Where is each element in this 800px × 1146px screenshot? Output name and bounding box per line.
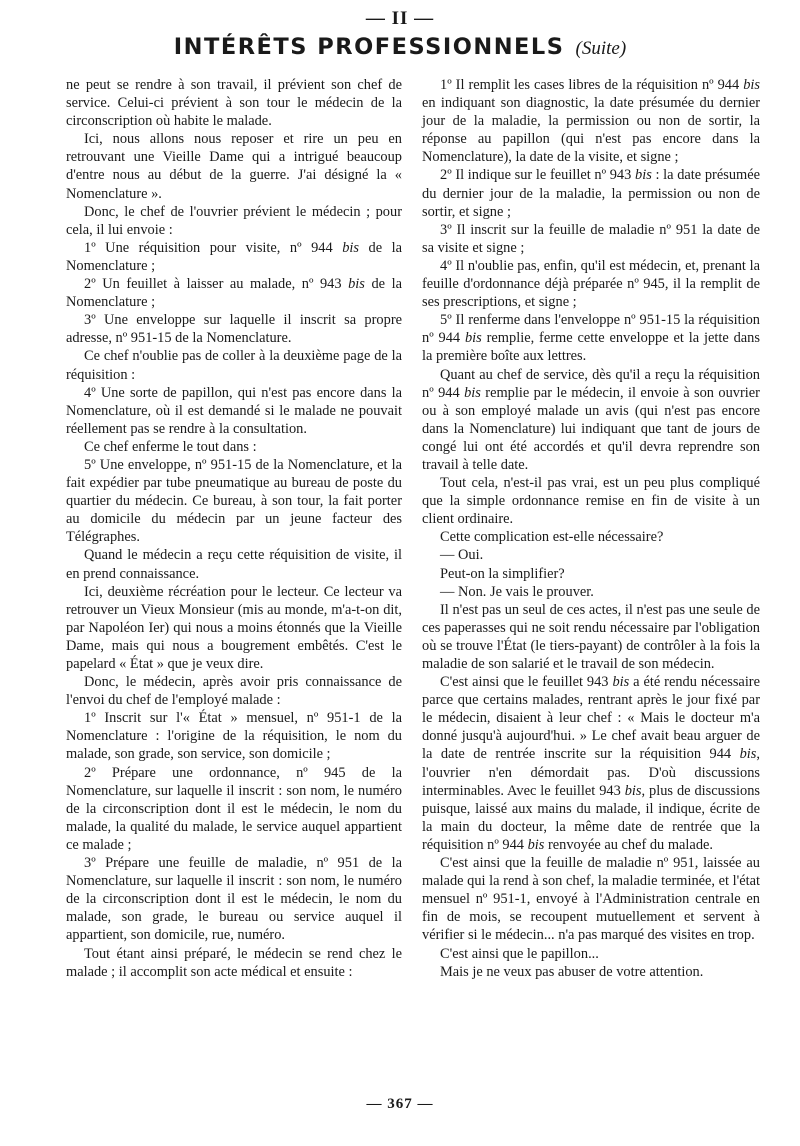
section-subtitle: (Suite) <box>575 38 627 59</box>
left-column <box>66 76 402 981</box>
paragraph: ne peut se rendre à son travail, il prévient son chef de service. Celui-ci prévient à son tour le médecin de la circonscription où habite le malade. <box>66 77 402 130</box>
list-item: 4º Une sorte de papillon, qui n'est pas encore dans la Nomenclature, où il est demandé si le malade ne pouvait réellement pas se rendre à la consultation. <box>66 384 402 437</box>
paragraph: Cette complication est-elle nécessaire? <box>440 529 664 546</box>
paragraph: Tout étant ainsi préparé, le médecin se rend chez le malade ; il accomplit son acte médical et ensuite : <box>66 945 402 980</box>
paragraph: Quand le médecin a reçu cette réquisition de visite, il en prend connaissance. <box>66 547 402 582</box>
list-item: 1º Inscrit sur l'« État » mensuel, nº 951-1 de la Nomenclature : l'origine de la réquisition, le nom du malade, son grade, son service, son domicile ; <box>66 710 402 763</box>
page-number: — 367 — <box>366 1096 434 1112</box>
paragraph: Ici, deuxième récréation pour le lecteur. Ce lecteur va retrouver un Vieux Monsieur (mis au monde, m'a-t-on dit, par Napoléon Ier) qui nous a moins étonnés que la Vieille Dame, mais qui nous a bougrement embêtés. C'est le papelard « État » que je veux dire. <box>66 583 402 672</box>
paragraph: C'est ainsi que le papillon... <box>440 945 599 962</box>
running-folio: — II — <box>365 8 435 29</box>
list-item: 1º Il remplit les cases libres de la réquisition nº 944 bis en indiquant son diagnostic, la date présumée du dernier jour de la maladie, la permission ou non de sortir, la réponse au papillon (qui n'est pas encore dans la Nomenclature), la date de la visite, et signe ; <box>422 77 760 166</box>
list-item: 3º Il inscrit sur la feuille de maladie nº 951 la date de sa visite et signe ; <box>422 221 760 256</box>
list-item: 3º Une enveloppe sur laquelle il inscrit sa propre adresse, nº 951-15 de la Nomenclature. <box>66 312 402 347</box>
paragraph: Donc, le chef de l'ouvrier prévient le médecin ; pour cela, il lui envoie : <box>66 203 402 238</box>
list-item: 4º Il n'oublie pas, enfin, qu'il est médecin, et, prenant la feuille d'ordonnance déjà préparée nº 945, il la remplit de ses prescriptions, et signe ; <box>422 257 760 311</box>
list-item: 5º Il renferme dans l'enveloppe nº 951-15 la réquisition nº 944 bis remplie, ferme cette enveloppe et la jette dans la première boîte aux lettres. <box>422 312 760 365</box>
dialogue-line: — Oui. <box>440 547 484 564</box>
section-title: INTÉRÊTS PROFESSIONNELS <box>173 34 565 60</box>
paragraph: C'est ainsi que le feuillet 943 bis a été rendu nécessaire parce que certains malades, rentrant après le jour fixé par le médecin, disaient à leur chef : « Mais le docteur m'a donné jusqu'à aujourd'hui. » Le chef avait beau arguer de la date de rentrée inscrite sur la réquisition 944 bis, l'ouvrier n'en démordait pas. D'où discussions interminables. Avec le feuillet 943 bis, plus de discussions puisque, laissé aux mains du malade, il indique, écrite de la main du docteur, la même date de rentrée que la réquisition nº 944 bis renvoyée au chef du malade. <box>422 674 761 853</box>
paragraph: Il n'est pas un seul de ces actes, il n'est pas une seule de ces paperasses qui ne soit rendu nécessaire par l'obligation où se trouve l'État (le tiers-payant) de contrôler à la fois la maladie de son salarié et le travail de son médecin. <box>422 601 760 672</box>
paragraph: Peut-on la simplifier? <box>440 565 565 582</box>
paragraph: Quant au chef de service, dès qu'il a reçu la réquisition nº 944 bis remplie par le médecin, il envoie à son ouvrier ou à son employé malade un avis (qui n'est pas encore dans la Nomenclature) lui indiquant que tant de jours de congé lui ont été accordés et qu'il devra reprendre son travail à telle date. <box>422 366 760 473</box>
paragraph: C'est ainsi que la feuille de maladie nº 951, laissée au malade qui la rend à son chef, la maladie terminée, et l'état mensuel nº 951-1, envoyé à l'Administration centrale en fin de mois, se recoupent mutuellement et servent à vérifier si le médecin... n'a pas marqué des visites en trop. <box>422 855 760 944</box>
paragraph: Donc, le médecin, après avoir pris connaissance de l'envoi du chef de l'employé malade : <box>66 674 402 709</box>
right-column <box>422 76 760 981</box>
list-item: 2º Prépare une ordonnance, nº 945 de la Nomenclature, sur laquelle il inscrit : son nom, le numéro de la circonscription dont il est le médecin, le nom du malade, la qualité du malade, le service auquel appartient ce malade ; <box>66 764 402 853</box>
list-item: 3º Prépare une feuille de maladie, nº 951 de la Nomenclature, sur laquelle il inscrit : son nom, le numéro de la circonscription dont il est le médecin, le nom du malade, son grade, le bureau ou service auquel il appartient, son domicile, rue, numéro. <box>66 855 402 944</box>
list-item: 5º Une enveloppe, nº 951-15 de la Nomenclature, et la fait expédier par tube pneumatique au bureau de poste du quartier du médecin. Ce bureau, à son tour, la fait porter au domicile du médecin par un jeune facteur des Télégraphes. <box>66 456 402 546</box>
list-item: 1º Une réquisition pour visite, nº 944 bis de la Nomenclature ; <box>66 239 402 274</box>
list-item: 2º Il indique sur le feuillet nº 943 bis : la date présumée du dernier jour de la maladie, la permission ou non de sortir, et signe ; <box>422 167 760 220</box>
list-item: 2º Un feuillet à laisser au malade, nº 943 bis de la Nomenclature ; <box>66 276 402 311</box>
section-heading <box>0 34 800 60</box>
dialogue-line: — Non. Je vais le prouver. <box>440 583 594 600</box>
paragraph: Ce chef n'oublie pas de coller à la deuxième page de la réquisition : <box>66 348 402 383</box>
paragraph: Ce chef enferme le tout dans : <box>84 438 257 455</box>
paragraph: Mais je ne veux pas abuser de votre attention. <box>440 963 704 980</box>
paragraph: Tout cela, n'est-il pas vrai, est un peu plus compliqué que la simple ordonnance remise en fin de visite à un client ordinaire. <box>422 475 760 528</box>
paragraph: Ici, nous allons nous reposer et rire un peu en retrouvant une Vieille Dame qui a intrigué beaucoup d'entre nous au début de la guerre. J'ai désigné la « Nomenclature ». <box>66 131 402 202</box>
